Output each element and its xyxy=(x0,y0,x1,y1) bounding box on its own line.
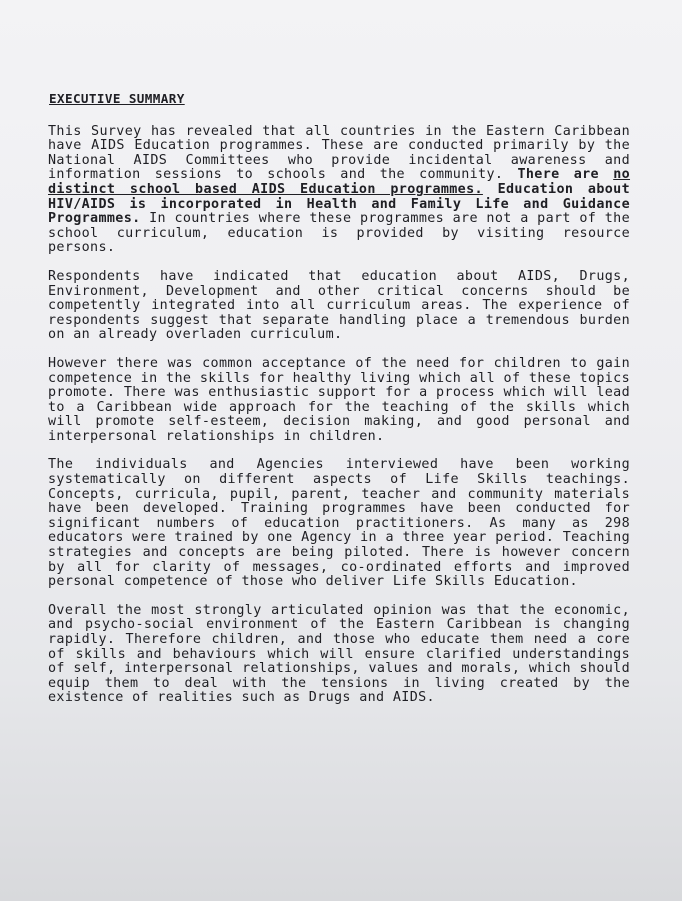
paragraph-1 xyxy=(48,125,630,256)
paragraph-1-emphasis-bold: Education about HIV/AIDS is incorporated in Health and Family Life and Guidance Programmes. xyxy=(48,181,630,227)
document-body xyxy=(48,92,630,720)
paragraph-2: Respondents have indicated that education about AIDS, Drugs, Environment, Development and other critical concerns should be competently integrated into all curriculum areas. The experience of respondents suggest that separate handling place a tremendous burden on an already overladen curriculum. xyxy=(48,268,630,343)
paragraph-4: The individuals and Agencies interviewed have been working systematically on different aspects of Life Skills teachings. Concepts, curricula, pupil, parent, teacher and community materials have been developed. Training programmes have been conducted for significant numbers of education practitioners. As many as 298 educators were trained by one Agency in a three year period. Teaching strategies and concepts are being piloted. There is however concern by all for clarity of messages, co-ordinated efforts and improved personal competence of those who deliver Life Skills Education. xyxy=(48,457,630,590)
paragraph-1-there-are: There are xyxy=(517,167,599,183)
section-heading: EXECUTIVE SUMMARY xyxy=(49,91,185,106)
paragraph-3: However there was common acceptance of the need for children to gain competence in the skills for healthy living which all of these topics promote. There was enthusiastic support for a process which will lead to a Caribbean wide approach for the teaching of the skills which will promote self-esteem, decision making, and good personal and interpersonal relationships in children. xyxy=(48,355,630,444)
paragraph-5: Overall the most strongly articulated opinion was that the economic, and psycho-social environment of the Eastern Caribbean is changing rapidly. Therefore children, and those who educate them need a core of skills and behaviours which will ensure clarified understandings of self, interpersonal relationships, values and morals, which should equip them to deal with the tensions in living created by the existence of realities such as Drugs and AIDS. xyxy=(48,602,630,706)
paragraph-1-emphasis-underlined: no distinct school based AIDS Education programmes. xyxy=(48,167,631,197)
paragraph-1-sentence-1: This Survey has revealed that all countries in the Eastern Caribbean have AIDS Education programmes. These are conducted primarily by the National AIDS Committees who provide incidental awareness and information sessions to schools and the community. xyxy=(48,123,630,183)
paragraph-1-sentence-4: In countries where these programmes are not a part of the school curriculum, education is provided by visiting resource persons. xyxy=(48,211,630,256)
